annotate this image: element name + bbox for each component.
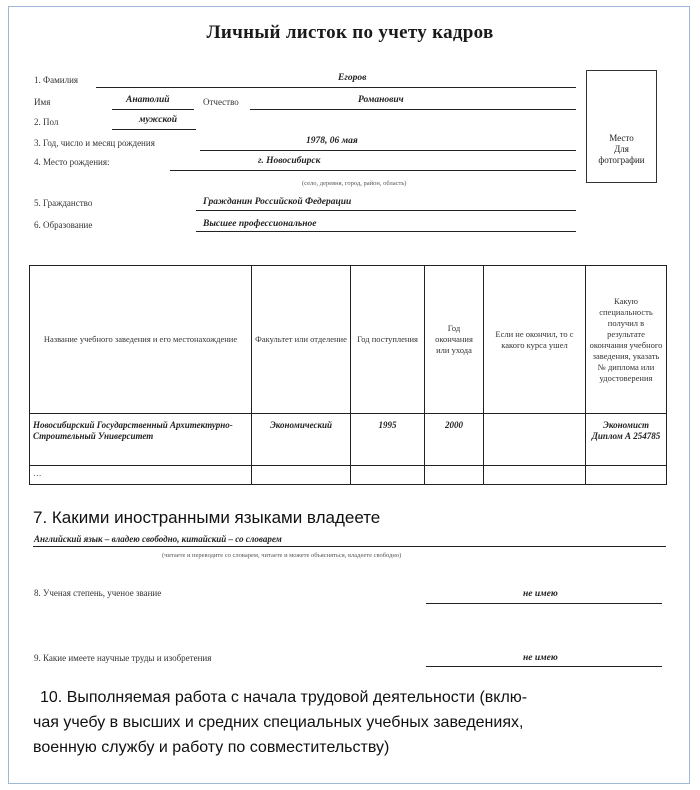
cell-empty	[484, 466, 586, 485]
birth-value[interactable]: 1978, 06 мая	[306, 136, 358, 146]
header-specialty: Какую специальность получил в результате окончания учебного заведения, указать № диплома или удостоверения	[586, 266, 667, 414]
photo-label-1: Место	[609, 133, 634, 143]
q7-line	[33, 546, 666, 547]
cell-specialty[interactable]: Экономист Диплом А 254785	[586, 414, 667, 466]
cell-empty	[351, 466, 425, 485]
name-label: Имя	[34, 97, 51, 107]
cell-faculty[interactable]: Экономический	[252, 414, 351, 466]
q9-label: 9. Какие имеете научные труды и изобретения	[34, 653, 212, 663]
birthplace-line	[170, 170, 576, 171]
surname-line	[96, 87, 576, 88]
photo-placeholder	[586, 70, 657, 183]
cell-institution[interactable]: Новосибирский Государственный Архитектурно-Строительный Университет	[30, 414, 252, 466]
cell-year-start[interactable]: 1995	[351, 414, 425, 466]
patronymic-line	[250, 109, 576, 110]
q10-line-3: военную службу и работу по совместительству)	[33, 739, 390, 756]
q8-answer[interactable]: не имею	[523, 589, 558, 599]
name-value[interactable]: Анатолий	[126, 95, 170, 105]
sex-value[interactable]: мужской	[139, 115, 177, 125]
birthplace-hint: (село, деревня, город, район, область)	[302, 180, 407, 187]
education-line	[196, 231, 576, 232]
photo-label-3: фотографии	[598, 155, 645, 165]
q7-answer[interactable]: Английский язык – владею свободно, китайский – со словарем	[34, 534, 282, 544]
sex-line	[112, 129, 196, 130]
header-course-left: Если не окончил, то с какого курса ушел	[484, 266, 586, 414]
q8-line	[426, 603, 662, 604]
header-faculty: Факультет или отделение	[252, 266, 351, 414]
citizenship-label: 5. Гражданство	[34, 198, 93, 208]
patronymic-label: Отчество	[203, 97, 239, 107]
birth-label: 3. Год, число и месяц рождения	[34, 138, 155, 148]
q8-label: 8. Ученая степень, ученое звание	[34, 588, 162, 598]
education-table	[29, 265, 667, 485]
cell-course-left[interactable]	[484, 414, 586, 466]
birthplace-value[interactable]: г. Новосибирск	[258, 156, 321, 166]
patronymic-value[interactable]: Романович	[358, 95, 404, 105]
cell-ellipsis: …	[30, 466, 252, 485]
q9-answer[interactable]: не имею	[523, 653, 558, 663]
cell-empty	[252, 466, 351, 485]
surname-value[interactable]: Егоров	[338, 73, 367, 83]
table-header-row	[30, 266, 667, 414]
education-value[interactable]: Высшее профессиональное	[203, 219, 317, 229]
q9-line	[426, 666, 662, 667]
education-label: 6. Образование	[34, 220, 93, 230]
q10-line-2: чая учебу в высших и средних специальных учебных заведениях,	[33, 714, 524, 731]
q10-line-1: 10. Выполняемая работа с начала трудовой деятельности (вклю-	[40, 689, 528, 706]
header-institution: Название учебного заведения и его местонахождение	[30, 266, 252, 414]
cell-empty	[425, 466, 484, 485]
citizenship-value[interactable]: Гражданин Российской Федерации	[203, 197, 352, 207]
birthplace-label: 4. Место рождения:	[34, 157, 110, 167]
surname-label: 1. Фамилия	[34, 75, 79, 85]
photo-label-2: Для	[614, 144, 629, 154]
header-year-end: Год окончания или ухода	[425, 266, 484, 414]
name-line	[112, 109, 194, 110]
cell-year-end[interactable]: 2000	[425, 414, 484, 466]
q7-label: 7. Какими иностранными языками владеете	[33, 508, 381, 527]
cell-empty	[586, 466, 667, 485]
birth-line	[200, 150, 576, 151]
sex-label: 2. Пол	[34, 117, 59, 127]
header-year-start: Год поступления	[351, 266, 425, 414]
citizenship-line	[196, 210, 576, 211]
table-row	[30, 414, 667, 466]
table-row-empty	[30, 466, 667, 485]
form-title: Личный листок по учету кадров	[206, 22, 494, 43]
q7-hint: (читаете и переводите со словарем, читаете и можете объясняться, владеете свободно)	[162, 552, 402, 559]
